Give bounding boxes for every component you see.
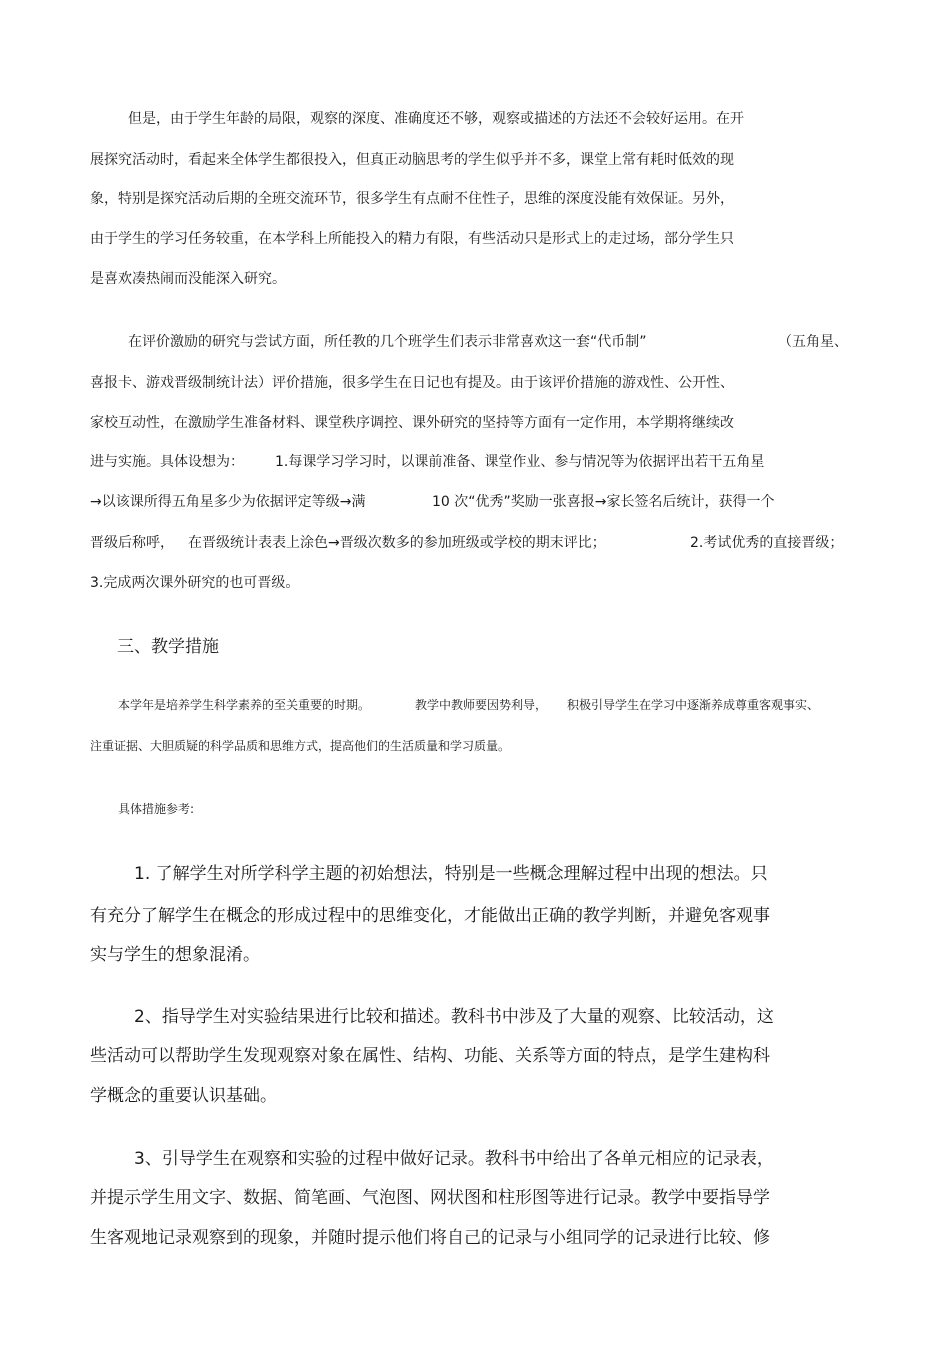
item-1-line-1: 1. 了解学生对所学科学主题的初始想法，特别是一些概念理解过程中出现的想法。只	[134, 864, 768, 884]
paragraph-1-line-3: 象，特别是探究活动后期的全班交流环节，很多学生有点耐不住性子，思维的深度没能有效保证。另外，	[90, 191, 734, 207]
intro-line-1c: 积极引导学生在学习中逐渐养成尊重客观事实、	[567, 698, 820, 712]
paragraph-2-line-4a: 进与实施。具体设想为：	[90, 454, 244, 470]
intro-line-2: 注重证据、大胆质疑的科学品质和思维方式，提高他们的生活质量和学习质量。	[90, 739, 511, 753]
item-2-line-1: 2、指导学生对实验结果进行比较和描述。教科书中涉及了大量的观察、比较活动，这	[134, 1007, 774, 1027]
paragraph-1-line-2: 展探究活动时，看起来全体学生都很投入，但真正动脑思考的学生似乎并不多，课堂上常有耗时低效的现	[90, 152, 734, 168]
paragraph-2-line-6b: 在晋级统计表表上涂色→晋级次数多的参加班级或学校的期末评比；	[188, 535, 606, 551]
item-1-line-2: 有充分了解学生在概念的形成过程中的思维变化，才能做出正确的教学判断，并避免客观事	[90, 906, 770, 926]
paragraph-2-line-7: 3.完成两次课外研究的也可晋级。	[90, 575, 300, 591]
item-3-line-3: 生客观地记录观察到的现象，并随时提示他们将自己的记录与小组同学的记录进行比较、修	[90, 1228, 770, 1248]
paragraph-1-line-4: 由于学生的学习任务较重，在本学科上所能投入的精力有限，有些活动只是形式上的走过场，部分学生只	[90, 231, 734, 247]
paragraph-2-line-3: 家校互动性，在激励学生准备材料、课堂秩序调控、课外研究的坚持等方面有一定作用，本学期将继续改	[90, 415, 734, 431]
measures-label: 具体措施参考:	[118, 802, 195, 816]
paragraph-2-line-1a: 在评价激励的研究与尝试方面，所任教的几个班学生们表示非常喜欢这一套“代币制”	[128, 334, 647, 350]
paragraph-1-line-5: 是喜欢凑热闹而没能深入研究。	[90, 271, 286, 287]
intro-line-1b: 教学中教师要因势利导，	[415, 698, 548, 712]
paragraph-2-line-6c: 2.考试优秀的直接晋级；	[690, 535, 844, 551]
section-heading: 三、教学措施	[117, 637, 219, 657]
intro-line-1a: 本学年是培养学生科学素养的至关重要的时期。	[118, 698, 371, 712]
item-1-line-3: 实与学生的想象混淆。	[90, 945, 260, 965]
item-3-line-1: 3、引导学生在观察和实验的过程中做好记录。教科书中给出了各单元相应的记录表，	[134, 1149, 774, 1169]
paragraph-2-line-5a: →以该课所得五角星多少为依据评定等级→满	[90, 494, 366, 510]
paragraph-1-line-1: 但是，由于学生年龄的局限，观察的深度、准确度还不够，观察或描述的方法还不会较好运用。在开	[128, 111, 744, 127]
paragraph-2-line-2: 喜报卡、游戏晋级制统计法）评价措施，很多学生在日记也有提及。由于该评价措施的游戏性、公开性、	[90, 375, 734, 391]
item-2-line-2: 些活动可以帮助学生发现观察对象在属性、结构、功能、关系等方面的特点，是学生建构科	[90, 1046, 770, 1066]
item-3-line-2: 并提示学生用文字、数据、简笔画、气泡图、网状图和柱形图等进行记录。教学中要指导学	[90, 1188, 770, 1208]
paragraph-2-line-4b: 1.每课学习学习时，以课前准备、课堂作业、参与情况等为依据评出若干五角星	[275, 454, 765, 470]
paragraph-2-line-5b: 10 次“优秀”奖励一张喜报→家长签名后统计，获得一个	[432, 494, 775, 510]
paragraph-2-line-1b: （五角星、	[778, 334, 848, 350]
item-2-line-3: 学概念的重要认识基础。	[90, 1086, 277, 1106]
paragraph-2-line-6a: 晋级后称呼，	[90, 535, 174, 551]
